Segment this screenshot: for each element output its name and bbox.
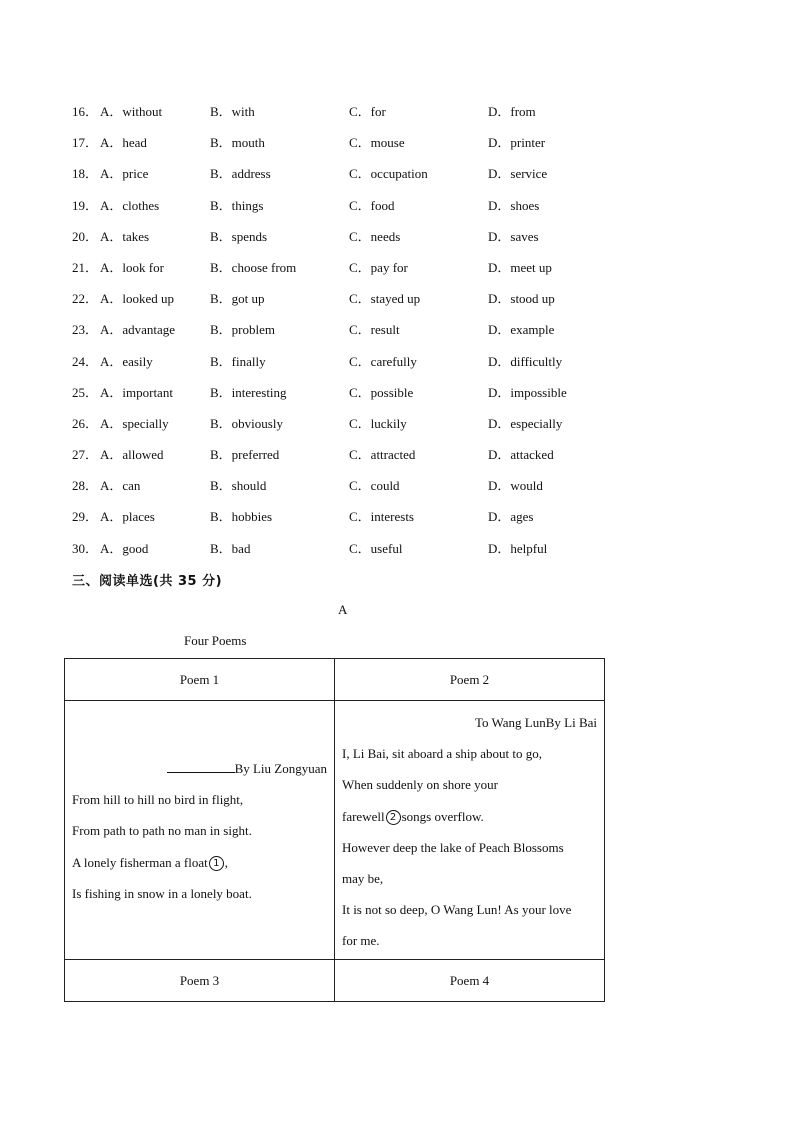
question-number: 26． (72, 415, 99, 431)
option-b: B．problem (210, 322, 275, 338)
question-row (72, 476, 632, 507)
poem-2-line-4: However deep the lake of Peach Blossoms (342, 839, 564, 855)
option-c: C．mouse (349, 135, 405, 151)
option-b: B．address (210, 166, 271, 182)
question-row (72, 539, 632, 570)
option-c: C．occupation (349, 166, 428, 182)
poem-2-line-2: When suddenly on shore your (342, 777, 498, 793)
option-c: C．interests (349, 509, 414, 525)
option-a: A．easily (100, 353, 153, 369)
option-b: B．hobbies (210, 509, 273, 525)
option-d: D．shoes (488, 197, 540, 213)
option-b: B．interesting (210, 384, 287, 400)
question-row (72, 289, 632, 320)
option-d: D．impossible (488, 384, 567, 400)
question-row (72, 320, 632, 351)
poems-table (64, 658, 605, 1002)
option-c: C．result (349, 322, 400, 338)
poem-2-header: Poem 2 (335, 659, 605, 701)
poem-2-line-1: I, Li Bai, sit aboard a ship about to go, (342, 746, 543, 762)
option-a: A．clothes (100, 197, 160, 213)
option-b: B．spends (210, 228, 268, 244)
blank-marker-1: 1 (209, 856, 224, 871)
option-a: A．places (100, 509, 155, 525)
option-c: C．for (349, 104, 386, 119)
question-row (72, 352, 632, 383)
option-d: D．difficultly (488, 353, 563, 369)
question-row (72, 133, 632, 164)
question-row (72, 507, 632, 538)
poem-4-header: Poem 4 (335, 960, 605, 1002)
question-row (72, 383, 632, 414)
option-d: D．attacked (488, 447, 554, 463)
question-number: 24． (72, 353, 99, 369)
poem-2-line-7: for me. (342, 933, 380, 949)
question-number: 21． (72, 259, 99, 275)
option-b: B．things (210, 197, 264, 213)
question-row (72, 227, 632, 258)
question-number: 25． (72, 384, 99, 400)
poem-1-header: Poem 1 (65, 659, 335, 701)
option-c: C．food (349, 197, 395, 213)
question-number: 23． (72, 322, 99, 338)
option-b: B．preferred (210, 447, 280, 463)
poem-1-line-3-end: , (224, 854, 228, 870)
poem-1-byline-row (72, 753, 327, 784)
option-d: D．service (488, 166, 548, 182)
poem-1-text (72, 753, 327, 909)
option-c: C．pay for (349, 259, 408, 275)
poem-2-text (342, 707, 597, 957)
poem-2-line-3-end: songs overflow. (401, 808, 484, 824)
poem-2-line-6: It is not so deep, O Wang Lun! As your love (342, 902, 572, 918)
option-c: C．attracted (349, 447, 416, 463)
option-d: D．from (488, 104, 536, 119)
question-row (72, 414, 632, 445)
title-blank (167, 758, 235, 773)
question-number: 29． (72, 509, 99, 525)
option-a: A．head (100, 135, 147, 151)
poem-1-line-1: From hill to hill no bird in flight, (72, 792, 244, 808)
poem-1-line-4: Is fishing in snow in a lonely boat. (72, 885, 252, 901)
option-a: A．good (100, 540, 149, 556)
question-number: 30． (72, 540, 99, 556)
option-c: C．useful (349, 540, 403, 556)
option-d: D．ages (488, 509, 534, 525)
question-list (72, 102, 632, 570)
option-d: D．stood up (488, 291, 555, 307)
option-b: B．should (210, 478, 267, 494)
question-row (72, 258, 632, 289)
option-c: C．luckily (349, 415, 407, 431)
question-row (72, 196, 632, 227)
blank-marker-2: 2 (386, 810, 401, 825)
poem-1-byline: By Liu Zongyuan (234, 761, 327, 776)
poem-1-line-2: From path to path no man in sight. (72, 823, 252, 839)
option-b: B．mouth (210, 135, 265, 151)
poem-2-line-5: may be, (342, 871, 384, 887)
option-a: A．look for (100, 259, 164, 275)
question-number: 16． (72, 104, 99, 119)
option-b: B．with (210, 104, 255, 119)
option-c: C．could (349, 478, 400, 494)
option-a: A．important (100, 384, 173, 400)
section-heading: 三、阅读单选(共 35 分) (72, 574, 223, 589)
poem-3-header: Poem 3 (65, 960, 335, 1002)
option-b: B．got up (210, 291, 265, 307)
option-c: C．needs (349, 228, 401, 244)
option-c: C．possible (349, 384, 414, 400)
option-a: A．looked up (100, 291, 175, 307)
option-d: D．printer (488, 135, 546, 151)
option-c: C．stayed up (349, 291, 421, 307)
poem-1-cell (65, 701, 335, 960)
passage-title: Four Poems (184, 633, 247, 648)
option-a: A．price (100, 166, 149, 182)
question-number: 18． (72, 166, 99, 182)
option-a: A．specially (100, 415, 169, 431)
poem-2-line-3 (342, 801, 597, 832)
option-a: A．can (100, 478, 141, 494)
option-b: B．finally (210, 353, 266, 369)
poem-2-line-3-text: farewell (342, 808, 385, 824)
option-a: A．allowed (100, 447, 164, 463)
question-number: 20． (72, 228, 99, 244)
option-d: D．saves (488, 228, 539, 244)
poem-1-line-3 (72, 847, 327, 878)
question-number: 28． (72, 478, 99, 494)
option-b: B．obviously (210, 415, 283, 431)
option-a: A．advantage (100, 322, 176, 338)
option-d: D．would (488, 478, 543, 494)
option-d: D．example (488, 322, 555, 338)
option-b: B．choose from (210, 259, 297, 275)
question-number: 17． (72, 135, 99, 151)
poem-2-title: To Wang LunBy Li Bai (474, 715, 597, 730)
option-b: B．bad (210, 540, 251, 556)
question-number: 19． (72, 197, 99, 213)
question-row (72, 102, 632, 133)
option-a: A．without (100, 104, 163, 119)
poem-2-cell (335, 701, 605, 960)
option-d: D．helpful (488, 540, 548, 556)
question-number: 27． (72, 447, 99, 463)
question-row (72, 164, 632, 195)
option-d: D．meet up (488, 259, 552, 275)
poem-1-line-3-text: A lonely fisherman a float (72, 854, 208, 870)
question-row (72, 445, 632, 476)
option-c: C．carefully (349, 353, 417, 369)
option-d: D．especially (488, 415, 563, 431)
question-number: 22． (72, 291, 99, 307)
option-a: A．takes (100, 228, 150, 244)
passage-letter: A (338, 602, 348, 617)
